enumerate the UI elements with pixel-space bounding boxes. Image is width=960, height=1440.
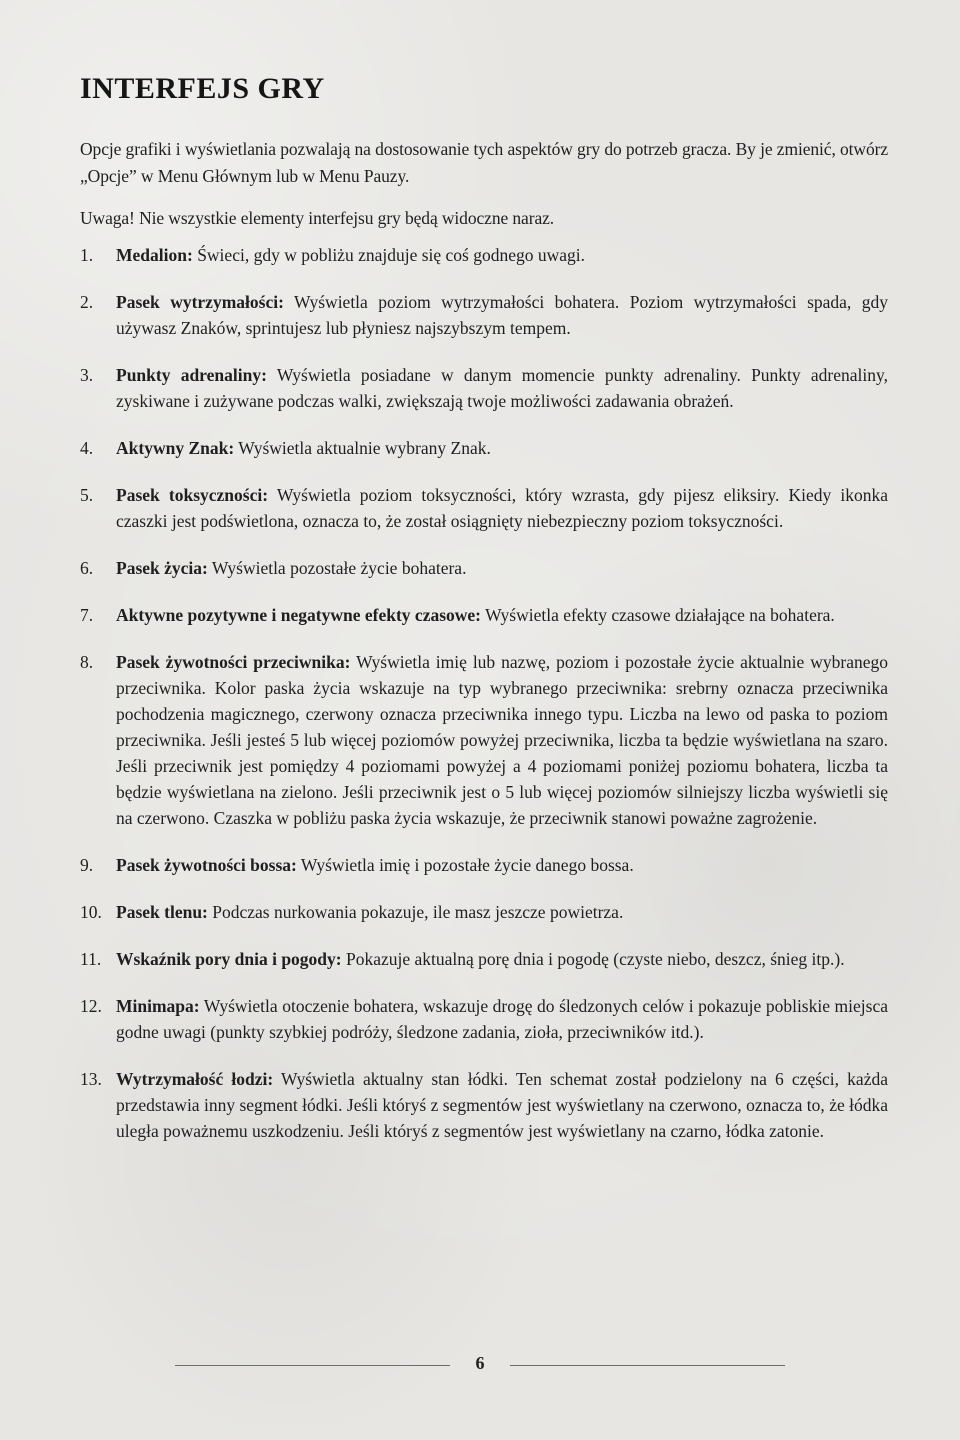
item-description: Wyświetla poziom wytrzymałości bohatera. Poziom wytrzymałości spada, gdy używasz Znaków, sprintujesz lub płyniesz najszybszym tempem. — [116, 292, 888, 338]
item-description: Pokazuje aktualną porę dnia i pogodę (czyste niebo, deszcz, śnieg itp.). — [341, 949, 845, 969]
item-description: Wyświetla poziom toksyczności, który wzrasta, gdy pijesz eliksiry. Kiedy ikonka czaszki jest podświetlona, oznacza to, że został osiągnięty niebezpieczny poziom toksyczności. — [116, 485, 889, 531]
item-term: Pasek toksyczności: — [116, 485, 269, 505]
item-number: 8. — [80, 652, 94, 672]
item-term: Medalion: — [116, 245, 193, 265]
item-term: Aktywny Znak: — [116, 438, 235, 458]
item-term: Pasek życia: — [116, 558, 208, 578]
item-body — [116, 649, 888, 831]
item-number: 11. — [80, 949, 102, 969]
item-term: Pasek żywotności przeciwnika: — [116, 652, 351, 672]
item-body — [116, 482, 888, 534]
list-item — [80, 852, 888, 878]
item-description: Wyświetla imię lub nazwę, poziom i pozostałe życie aktualnie wybranego przeciwnika. Kolor paska życia wskazuje na typ wybranego przeciwnika: srebrny oznacza przeciwnika pochodzenia magicznego, czerwony oznacza przeciwnika innego typu. Liczba na lewo od paska to poziom przeciwnika. Jeśli jesteś 5 lub więcej poziomów powyżej przeciwnika, liczba ta będzie wyświetlana na szaro. Jeśli przeciwnik jest pomiędzy 4 poziomami powyżej a 4 poziomami poniżej poziomu bohatera, liczba ta będzie wyświetlana na zielono. Jeśli przeciwnik jest o 5 lub więcej poziomów silniejszy liczba wyświetli się na czerwono. Czaszka w pobliżu paska życia wskazuje, że przeciwnik stanowi poważne zagrożenie. — [116, 652, 888, 828]
list-item — [80, 1066, 888, 1144]
item-number: 1. — [80, 245, 94, 265]
item-description: Wyświetla aktualny stan łódki. Ten schemat został podzielony na 6 części, każda przedstawia inny segment łódki. Jeśli któryś z segmentów jest wyświetlany na czerwono, oznacza to, że łódka uległa poważnemu uszkodzeniu. Jeśli któryś z segmentów jest wyświetlany na czarno, łódka zatonie. — [116, 1069, 888, 1141]
item-number: 5. — [80, 485, 94, 505]
item-term: Pasek tlenu: — [116, 902, 208, 922]
interface-items-list — [80, 242, 888, 1144]
item-term: Pasek żywotności bossa: — [116, 855, 297, 875]
item-number: 10. — [80, 902, 102, 922]
list-item — [80, 899, 888, 925]
footer-rule-left — [175, 1365, 450, 1366]
item-term: Wskaźnik pory dnia i pogody: — [116, 949, 342, 969]
item-number: 12. — [80, 996, 102, 1016]
item-term: Pasek wytrzymałości: — [116, 292, 284, 312]
item-body — [116, 362, 888, 414]
item-number: 13. — [80, 1069, 102, 1089]
list-item — [80, 242, 888, 268]
item-term: Minimapa: — [116, 996, 200, 1016]
item-description: Wyświetla efekty czasowe działające na bohatera. — [481, 605, 835, 625]
list-item — [80, 993, 888, 1045]
page-title: INTERFEJS GRY — [80, 72, 325, 105]
list-item — [80, 555, 888, 581]
item-body — [116, 993, 888, 1045]
item-term: Wytrzymałość łodzi: — [116, 1069, 274, 1089]
list-item — [80, 649, 888, 831]
list-item — [80, 482, 888, 534]
item-number: 7. — [80, 605, 94, 625]
item-body — [116, 435, 888, 461]
item-body — [116, 602, 888, 628]
intro-paragraph: Opcje grafiki i wyświetlania pozwalają na dostosowanie tych aspektów gry do potrzeb gracza. By je zmienić, otwórz „Opcje” w Menu Głównym lub w Menu Pauzy. — [80, 139, 889, 186]
item-number: 2. — [80, 292, 94, 312]
item-description: Wyświetla imię i pozostałe życie danego bossa. — [296, 855, 634, 875]
intro-note: Uwaga! Nie wszystkie elementy interfejsu gry będą widoczne naraz. — [80, 208, 555, 228]
item-description: Wyświetla aktualnie wybrany Znak. — [234, 438, 491, 458]
item-number: 4. — [80, 438, 94, 458]
item-body — [116, 946, 888, 972]
item-number: 6. — [80, 558, 94, 578]
intro-section — [80, 136, 888, 232]
item-body — [116, 242, 888, 268]
list-item — [80, 602, 888, 628]
item-body — [116, 555, 888, 581]
item-number: 3. — [80, 365, 94, 385]
list-item — [80, 289, 888, 341]
footer-rule-right — [510, 1365, 785, 1366]
item-body — [116, 289, 888, 341]
manual-page — [80, 72, 888, 1165]
item-description: Wyświetla posiadane w danym momencie punkty adrenaliny. Punkty adrenaliny, zyskiwane i zużywane podczas walki, zwiększają twoje możliwości zadawania obrażeń. — [116, 365, 888, 411]
item-description: Wyświetla pozostałe życie bohatera. — [207, 558, 467, 578]
item-description: Wyświetla otoczenie bohatera, wskazuje drogę do śledzonych celów i pokazuje pobliskie miejsca godne uwagi (punkty szybkiej podróży, śledzone zadania, zioła, przeciwników itd.). — [116, 996, 888, 1042]
list-item — [80, 946, 888, 972]
item-term: Aktywne pozytywne i negatywne efekty czasowe: — [116, 605, 482, 625]
item-body — [116, 899, 888, 925]
list-item — [80, 435, 888, 461]
list-item — [80, 362, 888, 414]
item-number: 9. — [80, 855, 94, 875]
item-description: Świeci, gdy w pobliżu znajduje się coś godnego uwagi. — [192, 245, 586, 265]
item-body — [116, 852, 888, 878]
page-number: 6 — [475, 1353, 485, 1373]
item-term: Punkty adrenaliny: — [116, 365, 267, 385]
item-description: Podczas nurkowania pokazuje, ile masz jeszcze powietrza. — [207, 902, 624, 922]
item-body — [116, 1066, 888, 1144]
